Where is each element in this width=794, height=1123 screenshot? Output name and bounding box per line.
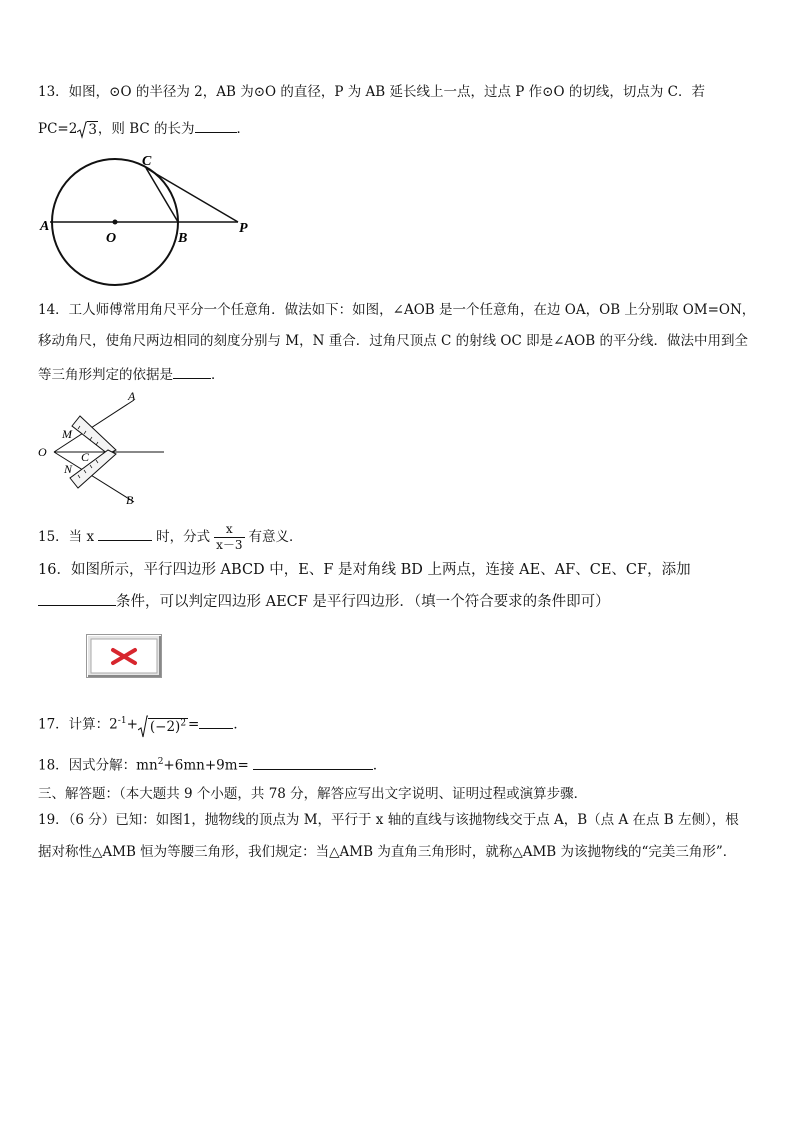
label-a: A xyxy=(128,389,136,403)
radical-sign-icon xyxy=(77,121,87,139)
ray-oa xyxy=(54,400,134,452)
q13-line2-post: ，则 BC 的长为 xyxy=(97,121,195,137)
q14-answer-blank[interactable] xyxy=(173,364,211,379)
q18-exp: 2 xyxy=(157,757,164,767)
q15-post: 有意义． xyxy=(248,529,303,545)
center-dot xyxy=(113,220,118,225)
section3-heading: 三、解答题：（本大题共 9 个小题，共 78 分，解答应写出文字说明、证明过程或演算步骤． xyxy=(38,786,588,802)
q14-line3-end: ． xyxy=(211,367,225,383)
q17-plus: + xyxy=(126,716,138,733)
q17-eq: = xyxy=(188,716,200,733)
q17-end: ． xyxy=(233,716,247,733)
q16-answer-blank[interactable] xyxy=(38,591,116,606)
q15-frac-num: x xyxy=(225,522,233,536)
q17-exp: -1 xyxy=(117,716,127,726)
q18-end: ． xyxy=(372,757,387,774)
label-c: C xyxy=(81,450,90,464)
q13-circle-figure xyxy=(36,152,266,292)
label-n: N xyxy=(64,462,73,476)
label-o: O xyxy=(106,231,117,246)
radical-sign-icon xyxy=(138,715,148,739)
q13-line2-pre: PC=2 xyxy=(38,121,78,137)
q15-frac-den: x－3 xyxy=(216,538,243,552)
q13-line2-end: ． xyxy=(236,121,251,137)
label-c: C xyxy=(142,154,152,169)
ray-ob xyxy=(54,452,134,502)
q14-line3 xyxy=(38,364,225,385)
q15-pre: 15．当 x xyxy=(38,529,95,545)
label-b: B xyxy=(178,231,188,246)
q17-pre: 17．计算：2 xyxy=(38,716,118,733)
q16-line2-text: 条件，可以判定四边形 AECF 是平行四边形．（填一个符合要求的条件即可） xyxy=(116,594,610,610)
label-o: O xyxy=(38,445,47,459)
q15-answer-blank[interactable] xyxy=(98,526,152,541)
q16-line1: 16．如图所示，平行四边形 ABCD 中，E、F 是对角线 BD 上两点，连接 AE、AF、CE、CF，添加 xyxy=(38,562,691,578)
q18-post: +6mn+9m= xyxy=(163,757,249,774)
q14-line1: 14．工人师傅常用角尺平分一个任意角．做法如下：如图，∠AOB 是一个任意角，在边 OA，OB 上分别取 OM=ON， xyxy=(38,302,756,318)
q17-answer-blank[interactable] xyxy=(199,714,233,729)
q15-fraction xyxy=(214,522,244,553)
q15-mid: 时，分式 xyxy=(156,529,211,545)
q14-line3-pre: 等三角形判定的依据是 xyxy=(38,367,173,383)
q13-answer-blank[interactable] xyxy=(195,118,237,133)
tangent-cp xyxy=(146,168,238,222)
q17-radicand-base: (−2) xyxy=(149,718,181,735)
chord-cb xyxy=(146,168,178,222)
label-m: M xyxy=(62,427,72,441)
q17-sqrt xyxy=(138,708,188,742)
q13-line2 xyxy=(38,118,250,140)
broken-image-placeholder xyxy=(86,634,162,678)
q19-line2: 据对称性△AMB 恒为等腰三角形，我们规定：当△AMB 为直角三角形时，就称△AMB 为该抛物线的“完美三角形”． xyxy=(38,844,737,860)
q13-sqrt-radicand: 3 xyxy=(88,121,97,138)
label-a: A xyxy=(40,219,50,234)
q14-line2: 移动角尺，使角尺两边相同的刻度分别与 M，N 重合．过角尺顶点 C 的射线 OC 即是∠AOB 的平分线．做法中用到全 xyxy=(38,333,748,349)
q19-line1: 19．（6 分）已知：如图1，抛物线的顶点为 M，平行于 x 轴的直线与该抛物线交于点 A，B（点 A 在点 B 左侧），根 xyxy=(38,812,739,828)
q18-line xyxy=(38,752,386,776)
q18-answer-blank[interactable] xyxy=(253,755,373,770)
q17-radicand xyxy=(148,718,188,735)
label-b: B xyxy=(126,493,134,507)
q16-line2 xyxy=(38,591,610,612)
q17-line xyxy=(38,706,247,736)
q14-angle-figure xyxy=(34,388,174,512)
q17-radicand-exp: 2 xyxy=(180,718,187,729)
label-p: P xyxy=(239,221,248,236)
q18-pre: 18．因式分解：mn xyxy=(38,757,158,774)
q15-line xyxy=(38,520,303,554)
q13-line1: 13．如图，⊙O 的半径为 2，AB 为⊙O 的直径，P 为 AB 延长线上一点，过点 P 作⊙O 的切线，切点为 C．若 xyxy=(38,84,705,100)
q13-sqrt xyxy=(77,120,98,140)
broken-image-icon xyxy=(87,635,161,677)
